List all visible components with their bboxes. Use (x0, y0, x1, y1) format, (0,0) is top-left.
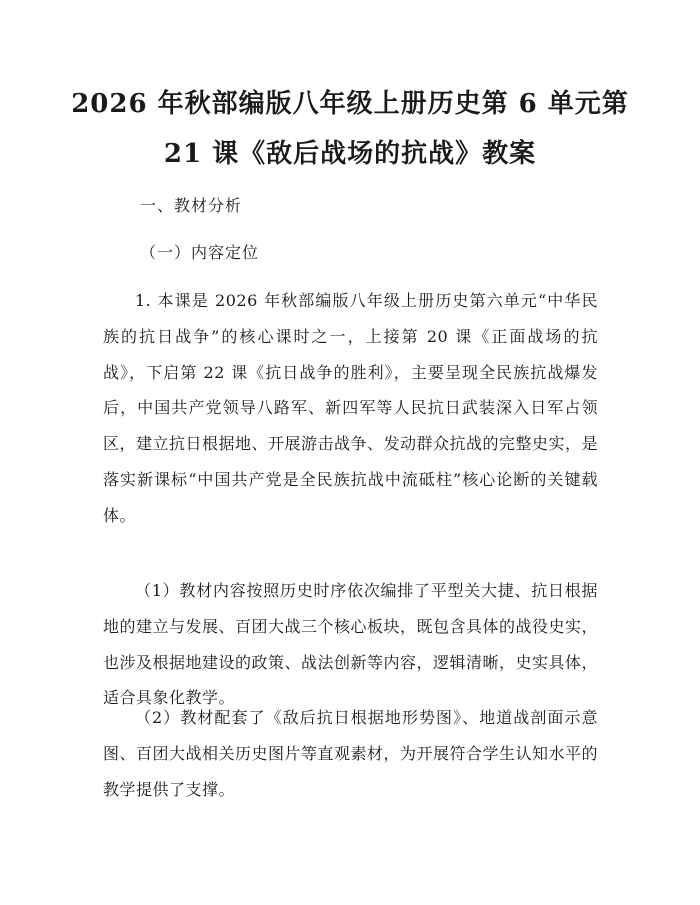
paragraph-textbook-structure: （1）教材内容按照历史时序依次编排了平型关大捷、抗日根据地的建立与发展、百团大战三个核心板块，既包含具体的战役史实，也涉及根据地建设的政策、战法创新等内容，逻辑清晰，史实具体，适合具象化教学。 (103, 581, 599, 708)
section-heading: 一、教材分析 (140, 196, 243, 215)
document-title-line-2: 21 课《敌后战场的抗战》教案 (163, 139, 537, 169)
paragraph-textbook-materials: （2）教材配套了《敌后抗日根据地形势图》、地道战剖面示意图、百团大战相关历史图片等直观素材，为开展符合学生认知水平的教学提供了支撑。 (103, 708, 599, 799)
subsection-heading: （一）内容定位 (140, 243, 260, 262)
paragraph-content-positioning: 1. 本课是 2026 年秋部编版八年级上册历史第六单元“中华民族的抗日战争”的核心课时之一，上接第 20 课《正面战场的抗战》，下启第 22 课《抗日战争的胜利》，主要呈现全民族抗战爆发后，中国共产党领导八路军、新四军等人民抗日武装深入日军占领区，建立抗日根据地、开展游击战争、发动群众抗战的完整史实，是落实新课标“中国共产党是全民族抗战中流砥柱”核心论断的关键载体。 (103, 291, 599, 525)
document-title-line-1: 2026 年秋部编版八年级上册历史第 6 单元第 (71, 89, 629, 119)
